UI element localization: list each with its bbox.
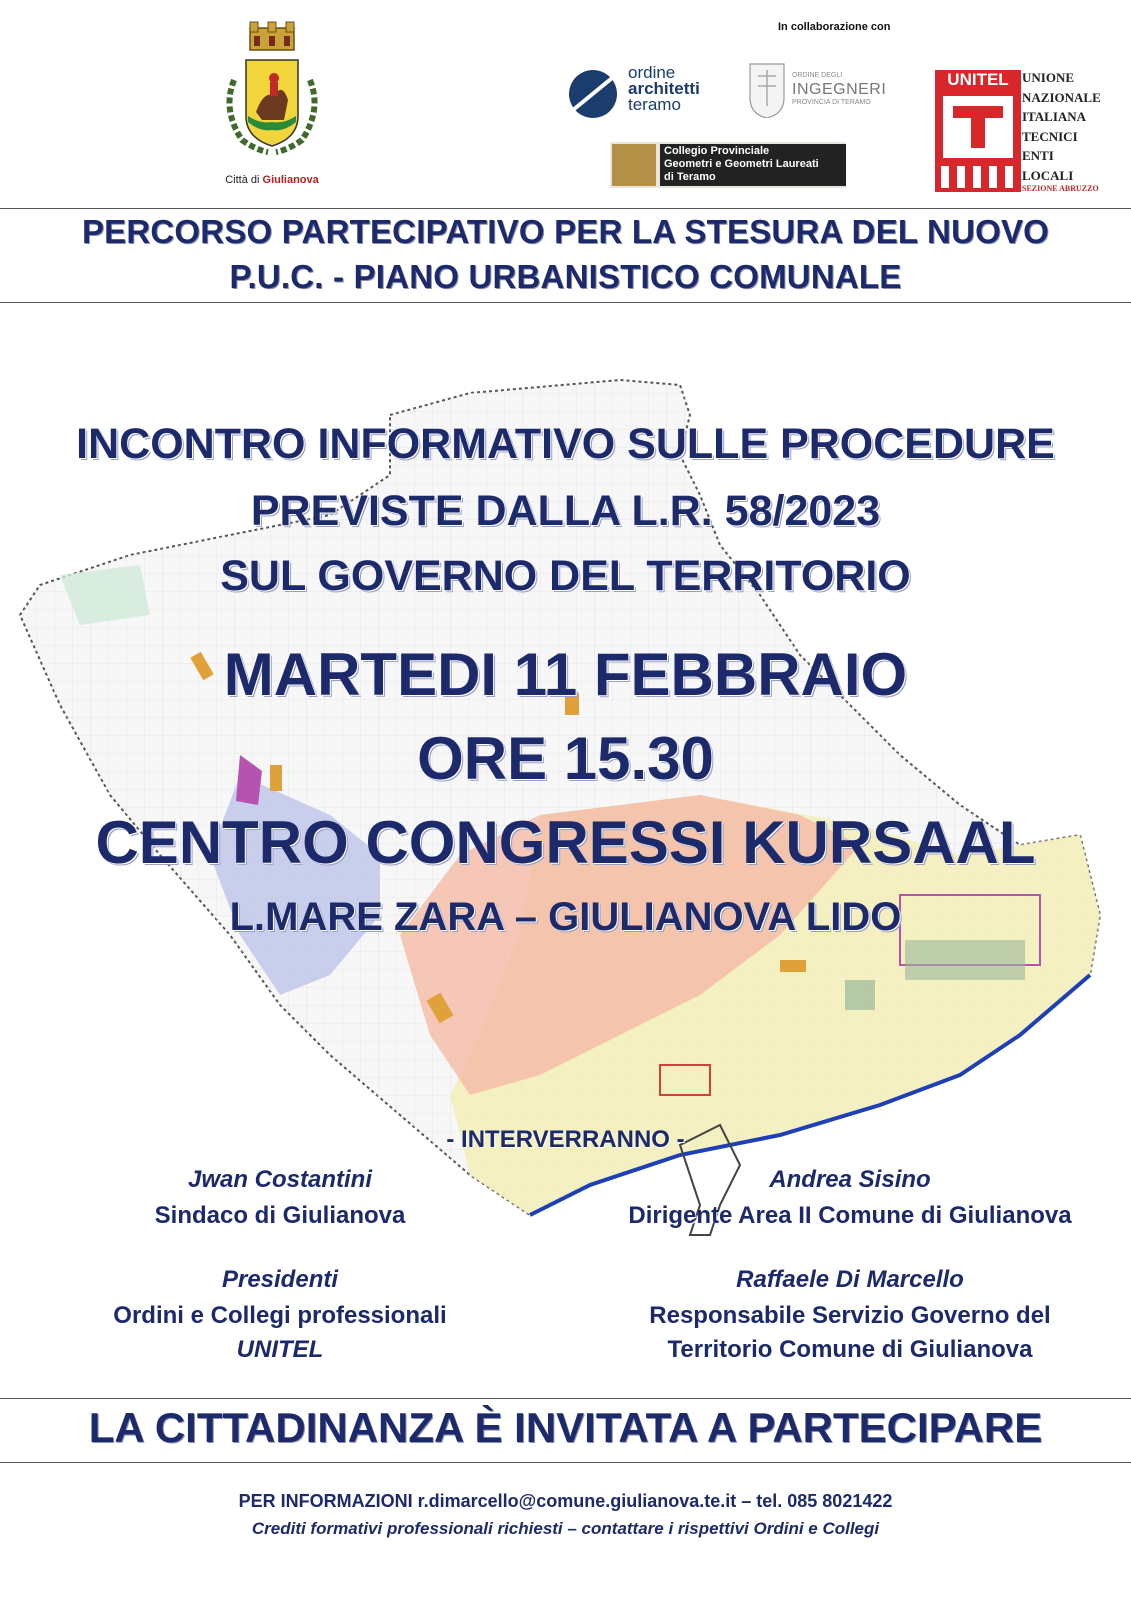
event-title-line-1: INCONTRO INFORMATIVO SULLE PROCEDURE — [76, 420, 1055, 468]
collaboration-label: In collaborazione con — [778, 21, 891, 33]
geometri-emblem-icon — [612, 144, 656, 186]
speaker-role: Sindaco di Giulianova — [154, 1202, 406, 1229]
speaker-role: Ordini e Collegi professionali — [113, 1302, 447, 1329]
ordine-ingegneri-line2: INGEGNERI — [792, 81, 887, 98]
divider — [0, 1462, 1131, 1463]
title-line-1: PERCORSO PARTECIPATIVO PER LA STESURA DEL NUOVO — [81, 213, 1050, 250]
speaker-role: Territorio Comune di Giulianova — [667, 1336, 1033, 1363]
unitel-wordmark: UNITEL — [947, 70, 1009, 89]
divider — [0, 302, 1131, 303]
speaker-name: Jwan Costantini — [187, 1166, 373, 1193]
contact-info: PER INFORMAZIONI r.dimarcello@comune.giulianova.te.it – tel. 085 8021422 — [238, 1491, 893, 1511]
ordine-ingegneri-line1: ORDINE DEGLI — [792, 72, 843, 79]
ordine-ingegneri-line3: PROVINCIA DI TERAMO — [792, 99, 871, 106]
speaker-card — [60, 1166, 500, 1230]
event-title-line-2: PREVISTE DALLA L.R. 58/2023 — [250, 487, 881, 535]
ordine-architetti-text: ordine architetti teramo — [628, 63, 700, 114]
title-line-2: P.U.C. - PIANO URBANISTICO COMUNALE — [229, 258, 902, 295]
city-label: Città di Giulianova — [225, 174, 319, 186]
divider — [0, 1398, 1131, 1399]
credits-note: Crediti formativi professionali richiesti – contattare i rispettivi Ordini e Collegi — [251, 1519, 880, 1538]
speakers-heading: - INTERVERRANNO - — [446, 1126, 685, 1153]
speaker-name: Presidenti — [221, 1266, 339, 1293]
divider — [0, 208, 1131, 209]
speaker-card — [60, 1266, 500, 1364]
call-to-action: LA CITTADINANZA È INVITATA A PARTECIPARE — [88, 1404, 1043, 1451]
giulianova-coat-of-arms-logo — [212, 20, 332, 160]
unitel-description: UNIONE NAZIONALE ITALIANA TECNICI ENTI LOCALI — [1022, 70, 1101, 183]
speaker-role: Responsabile Servizio Governo del — [649, 1302, 1051, 1329]
speaker-card — [580, 1166, 1120, 1230]
unitel-section: SEZIONE ABRUZZO — [1022, 184, 1099, 193]
event-title-line-3: SUL GOVERNO DEL TERRITORIO — [220, 552, 911, 600]
speaker-role: Dirigente Area II Comune di Giulianova — [628, 1202, 1072, 1229]
collegio-geometri-text: Collegio Provinciale Geometri e Geometri Laureati di Teramo — [660, 144, 846, 186]
speaker-card — [580, 1266, 1120, 1364]
speaker-name: Raffaele Di Marcello — [736, 1266, 964, 1293]
event-address: L.MARE ZARA – GIULIANOVA LIDO — [229, 895, 902, 939]
event-date: MARTEDI 11 FEBBRAIO — [223, 641, 908, 708]
event-venue: CENTRO CONGRESSI KURSAAL — [95, 809, 1036, 876]
speaker-name: Andrea Sisino — [769, 1166, 931, 1193]
event-time: ORE 15.30 — [417, 725, 714, 792]
speaker-role: UNITEL — [236, 1336, 324, 1363]
